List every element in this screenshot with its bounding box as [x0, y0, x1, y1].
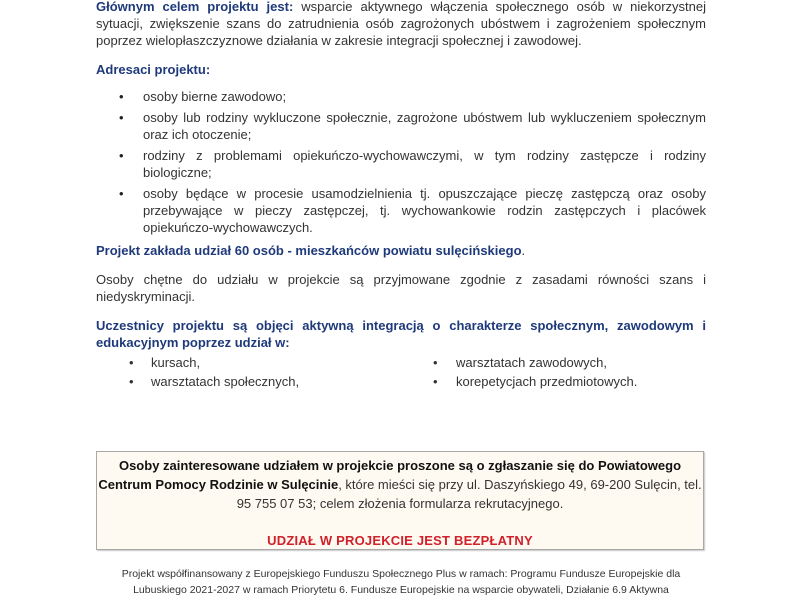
bullet-icon: •: [433, 374, 438, 389]
recipients-list: [96, 88, 706, 236]
project-goal-text: wsparcie aktywnego włączenia społecznego osób w niekorzystnej sytuacji, zwiększenie szans do zatrudnienia osób zagrożonych ubóstwem i zagrożeniem społecznym poprzez wielopłaszczyznowe działania w zakresie integracji społecznej i zawodowej.: [96, 0, 706, 48]
project-count-text: Projekt zakłada udział 60 osób - mieszkańców powiatu sulęcińskiego: [96, 243, 522, 258]
list-item: • warsztatach społecznych,: [129, 374, 300, 389]
bullet-icon: •: [119, 148, 124, 163]
list-item: • osoby lub rodziny wykluczone społecznie, zagrożone ubóstwem lub wykluczeniem społecznym oraz ich otoczenie;: [119, 110, 706, 142]
equality-paragraph: Osoby chętne do udziału w projekcie są przyjmowane zgodnie z zasadami równości szans i niedyskryminacji.: [96, 272, 706, 304]
list-item: • kursach,: [129, 355, 201, 370]
list-item: • rodziny z problemami opiekuńczo-wychowawczymi, w tym rodziny zastępcze i rodziny biologiczne;: [119, 148, 706, 180]
project-goal-label: Głównym celem projektu jest:: [96, 0, 294, 14]
project-count-paragraph: Projekt zakłada udział 60 osób - mieszkańców powiatu sulęcińskiego.: [96, 243, 526, 258]
recipients-heading: Adresaci projektu:: [96, 62, 211, 77]
bullet-icon: •: [119, 186, 124, 201]
document-page: [96, 0, 706, 391]
contact-info-text: Osoby zainteresowane udziałem w projekcie proszone są o zgłaszanie się do Powiatowego Centrum Pomocy Rodzinie w Sulęcinie, które mieści się przy ul. Daszyńskiego 49, 69-200 Sulęcin, tel. 95 755 07 53; celem złożenia formularza rekrutacyjnego.: [98, 458, 702, 511]
list-item: • osoby będące w procesie usamodzielnienia tj. opuszczające pieczę zastępczą oraz osoby przebywające w pieczy zastępczej, tj. wychowankowie rodzin zastępczych i placówek opiekuńczo-wychowawczych.: [119, 186, 706, 235]
free-participation-notice: UDZIAŁ W PROJEKCIE JEST BEZPŁATNY: [267, 533, 533, 548]
bullet-icon: •: [129, 355, 134, 370]
bullet-icon: •: [119, 110, 124, 125]
funding-footer: Projekt współfinansowany z Europejskiego Funduszu Społecznego Plus w ramach: Programu Fundusze Europejskie dla Lubuskiego 2021-2027 w ramach Priorytetu 6. Fundusze Europejskie na wsparcie obywateli, Działanie 6.9 Aktywna: [121, 568, 681, 596]
list-item: • warsztatach zawodowych,: [433, 355, 608, 370]
contact-info-box: [96, 451, 704, 550]
activities-columns: [96, 353, 706, 391]
participants-heading: Uczestnicy projektu są objęci aktywną integracją o charakterze społecznym, zawodowym i edukacyjnym poprzez udział w:: [96, 318, 706, 350]
contact-info-bold: Osoby zainteresowane udziałem w projekcie proszone są o zgłaszanie się do Powiatowego Centrum Pomocy Rodzinie w Sulęcinie: [98, 458, 682, 492]
activities-list-left: [96, 353, 401, 391]
activities-list-right: [401, 353, 706, 391]
bullet-icon: •: [129, 374, 134, 389]
list-item: • korepetycjach przedmiotowych.: [433, 374, 638, 389]
list-item: • osoby bierne zawodowo;: [119, 89, 287, 104]
bullet-icon: •: [433, 355, 438, 370]
bullet-icon: •: [119, 89, 124, 104]
project-goal-paragraph: [96, 0, 706, 49]
